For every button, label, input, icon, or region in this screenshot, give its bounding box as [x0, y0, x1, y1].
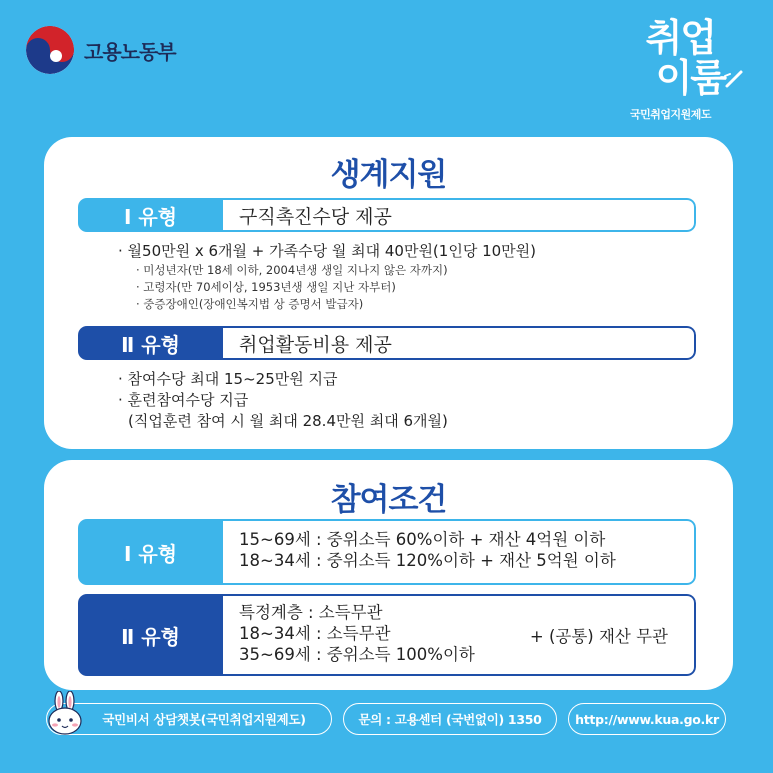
conditions-title: 참여조건 [330, 482, 447, 518]
support-type2-bullets [118, 369, 448, 432]
condition-type2-tag: Ⅱ 유형 [78, 594, 223, 676]
chatbot-label: 국민비서 상담챗봇(국민취업지원제도) [102, 712, 306, 727]
condition-line: 18~34세 : 소득무관 [239, 624, 391, 643]
support-type1-desc: 구직촉진수당 제공 [223, 198, 696, 232]
brand-subtitle: 국민취업지원제도 [629, 108, 711, 121]
website-link[interactable] [568, 703, 726, 735]
condition-type1-tag: Ⅰ 유형 [78, 519, 223, 585]
contact-button[interactable] [343, 703, 557, 735]
condition-type1-body [223, 519, 696, 585]
condition-type1-row [78, 519, 696, 585]
list-item: · 훈련참여수당 지급 [118, 391, 249, 409]
list-item: · 월50만원 x 6개월 + 가족수당 월 최대 40만원(1인당 10만원) [118, 242, 536, 260]
list-item: · 미성년자(만 18세 이하, 2004년생 생일 지나지 않은 자까지) [136, 263, 448, 277]
support-type1-row [78, 198, 696, 232]
chatbot-button[interactable] [46, 703, 332, 735]
list-item: · 중증장애인(장애인복지법 상 증명서 발급자) [136, 297, 364, 311]
brand-logo [595, 18, 745, 128]
list-item: · 고령자(만 70세이상, 1953년생 생일 지난 자부터) [136, 280, 396, 294]
condition-common-note: + (공통) 재산 무관 [529, 627, 668, 646]
website-url: http://www.kua.go.kr [575, 711, 719, 727]
support-type2-tag: Ⅱ 유형 [78, 326, 223, 360]
condition-line: 18~34세 : 중위소득 120%이하 + 재산 5억원 이하 [239, 551, 616, 570]
ministry-name: 고용노동부 [84, 39, 176, 64]
taegeuk-logo-icon [26, 26, 74, 74]
list-item-note: (직업훈련 참여 시 월 최대 28.4만원 최대 6개월) [128, 412, 448, 430]
conditions-card [44, 460, 733, 690]
brand-line1: 취업 [645, 16, 715, 60]
support-card [44, 137, 733, 449]
contact-label: 문의 : 고용센터 (국번없이) 1350 [358, 712, 542, 727]
support-type1-tag: Ⅰ 유형 [78, 198, 223, 232]
bunny-mascot-icon [44, 691, 86, 737]
condition-type2-row [78, 594, 696, 676]
support-type2-row [78, 326, 696, 360]
support-title: 생계지원 [330, 157, 447, 193]
support-type1-bullets [118, 241, 536, 313]
condition-line: 15~69세 : 중위소득 60%이하 + 재산 4억원 이하 [239, 530, 606, 549]
list-item: · 참여수당 최대 15~25만원 지급 [118, 370, 338, 388]
condition-line: 특정계층 : 소득무관 [239, 603, 383, 622]
condition-type2-body [223, 594, 696, 676]
support-type2-desc: 취업활동비용 제공 [223, 326, 696, 360]
condition-line: 35~69세 : 중위소득 100%이하 [239, 645, 475, 664]
brand-line2: 이룸 [655, 56, 725, 100]
sparkle-icon [723, 68, 745, 90]
ministry-logo-block [26, 26, 176, 74]
footer [0, 697, 773, 743]
